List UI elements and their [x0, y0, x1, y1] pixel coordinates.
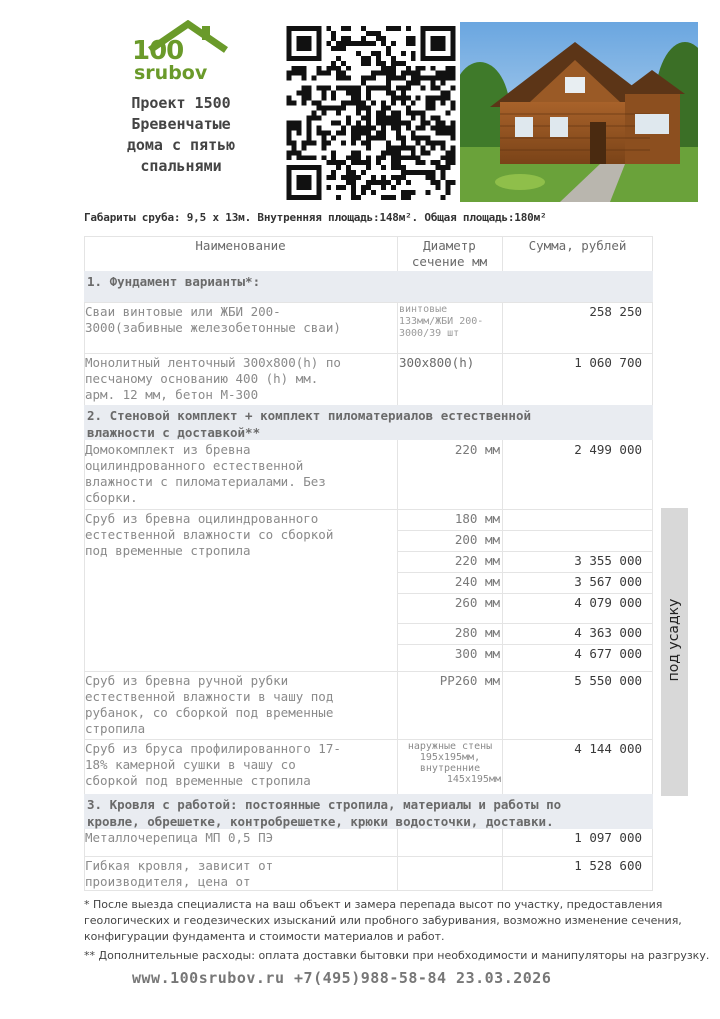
row-name-line: естественной влажности в чашу под: [85, 689, 334, 704]
row-diameter: [399, 304, 501, 340]
table-row: [84, 671, 653, 672]
row-name-line: Монолитный ленточный 300х800(h) по: [85, 355, 341, 370]
subrow-line: [397, 530, 653, 531]
qr-code: [286, 26, 456, 200]
row-diameter-line: 145х195мм: [446, 774, 501, 785]
row-diameter: 300х800(h): [399, 355, 475, 370]
row-name-line: под временные стропила: [85, 543, 251, 558]
subrow-line: [397, 623, 653, 624]
logo-brand: srubov: [134, 62, 208, 84]
row-diameter-line: внутренние: [419, 763, 481, 774]
row-name: [85, 858, 395, 890]
price-table-body: [84, 236, 653, 891]
row-sum: 4 677 000: [574, 646, 642, 661]
row-sum: 4 144 000: [574, 741, 642, 756]
row-name-line: Сруб из бревна оцилиндрованного: [85, 511, 319, 526]
dimensions-text: Габариты сруба: 9,5 х 13м. Внутренняя площадь:148м². Общая площадь:180м²: [84, 211, 547, 224]
section-title: 1. Фундамент варианты*:: [87, 274, 261, 289]
footnote-line: геологических и геодезических изысканий или пробного забуривания, возможно изменение сечения,: [84, 914, 682, 927]
row-diameter: 240 мм: [454, 574, 500, 589]
subrow-line: [397, 509, 653, 510]
table-row: [84, 353, 653, 354]
section-title: влажности с доставкой**: [87, 425, 261, 440]
house-photo: [460, 22, 698, 202]
table-row: [84, 739, 653, 740]
column-divider: [397, 829, 398, 891]
company-logo: [128, 20, 228, 82]
row-diameter: 260 мм: [454, 595, 500, 610]
row-name-line: сборки.: [85, 490, 138, 505]
subrow-line: [397, 593, 653, 594]
row-sum: 1 097 000: [574, 830, 642, 845]
table-row: [84, 302, 653, 303]
row-name-line: арм. 12 мм, бетон М-300: [85, 387, 259, 402]
row-sum: 1 528 600: [574, 858, 642, 873]
title-line: Бревенчатые: [131, 115, 231, 133]
row-name: Металлочерепица МП 0,5 ПЭ: [85, 830, 274, 845]
row-name-line: 3000(забивные железобетонные сваи): [85, 320, 341, 335]
row-name-line: стропила: [85, 721, 146, 736]
row-name-line: Сруб из бревна ручной рубки: [85, 673, 289, 688]
section-title: 3. Кровля с работой: постоянные стропила, материалы и работы по: [87, 797, 562, 812]
row-name: [85, 673, 395, 737]
row-name: [85, 741, 395, 789]
row-diameter: 180 мм: [454, 511, 500, 526]
row-diameter: 220 мм: [454, 442, 500, 457]
row-name: [85, 442, 395, 506]
header-sum: Сумма, рублей: [528, 238, 627, 253]
footnote-2: ** Дополнительные расходы: оплата доставки бытовки при необходимости и манипуляторы на разгрузку.: [84, 949, 710, 962]
row-diameter: 200 мм: [454, 532, 500, 547]
row-sum: 5 550 000: [574, 673, 642, 688]
row-name-line: Гибкая кровля, зависит от: [85, 858, 274, 873]
footnote-line: * После выезда специалиста на ваш объект и замера перепада высот по участку, предоставления: [84, 898, 663, 911]
row-name-line: производителя, цена от: [85, 874, 251, 889]
side-label: под усадку: [666, 598, 682, 682]
row-diameter: [399, 741, 501, 785]
row-sum: 3 355 000: [574, 553, 642, 568]
row-name-line: сборкой под временные стропила: [85, 773, 311, 788]
row-diameter: 220 мм: [454, 553, 500, 568]
section-header: [84, 271, 653, 302]
section-title: кровле, обрешетке, контробрешетке, крюки водосточки, доставки.: [87, 814, 554, 829]
row-name-line: Домокомплект из бревна: [85, 442, 251, 457]
row-name-line: влажности с пиломатериалами. Без: [85, 474, 326, 489]
row-name-line: естественной влажности со сборкой: [85, 527, 334, 542]
table-row: [84, 856, 653, 857]
section-header: [84, 405, 653, 440]
title-line: Проект 1500: [131, 94, 231, 112]
row-name-line: песчаному основанию 400 (h) мм.: [85, 371, 319, 386]
row-sum: 3 567 000: [574, 574, 642, 589]
row-name-line: рубанок, со сборкой под временные: [85, 705, 334, 720]
header-diameter: [397, 238, 502, 270]
row-sum: 1 060 700: [574, 355, 642, 370]
row-name: [85, 304, 395, 336]
section-header: [84, 794, 653, 829]
title-line: спальнями: [140, 157, 222, 175]
footnote-1: [84, 897, 682, 945]
header-name: Наименование: [195, 238, 286, 253]
footer-contacts: www.100srubov.ru +7(495)988-58-84 23.03.2026: [132, 969, 552, 987]
row-name-line: Сваи винтовые или ЖБИ 200-: [85, 304, 281, 319]
title-line: дома с пятью: [126, 136, 236, 154]
row-sum: 4 079 000: [574, 595, 642, 610]
row-diameter-line: 3000/39 шт: [399, 328, 460, 339]
column-divider: [397, 440, 398, 794]
subrow-line: [397, 551, 653, 552]
row-name-line: оцилиндрованного естественной: [85, 458, 304, 473]
row-diameter-line: 195х195мм,: [419, 752, 481, 763]
row-diameter-line: наружные стены: [407, 741, 493, 752]
logo-number: 100: [132, 36, 184, 66]
row-diameter-line: винтовые: [399, 304, 448, 315]
row-sum: 4 363 000: [574, 625, 642, 640]
row-diameter: 280 мм: [454, 625, 500, 640]
row-name-line: 18% камерной сушки в чашу со: [85, 757, 296, 772]
subrow-line: [397, 572, 653, 573]
row-diameter-line: 133мм/ЖБИ 200-: [399, 316, 484, 327]
row-name: [85, 511, 395, 559]
row-name: [85, 355, 395, 403]
row-diameter: РР260 мм: [439, 673, 500, 688]
footnote-line: конфигурации фундамента и стоимости материалов и работ.: [84, 930, 445, 943]
section-title: 2. Стеновой комплект + комплект пиломатериалов естественной: [87, 408, 532, 423]
row-sum: 2 499 000: [574, 442, 642, 457]
project-title: [96, 93, 266, 177]
subrow-line: [397, 644, 653, 645]
row-sum: 258 250: [589, 304, 642, 319]
row-name-line: Сруб из бруса профилированного 17-: [85, 741, 341, 756]
header-diameter-line: сечение мм: [411, 254, 488, 269]
row-diameter: 300 мм: [454, 646, 500, 661]
header-diameter-line: Диаметр: [423, 238, 476, 253]
